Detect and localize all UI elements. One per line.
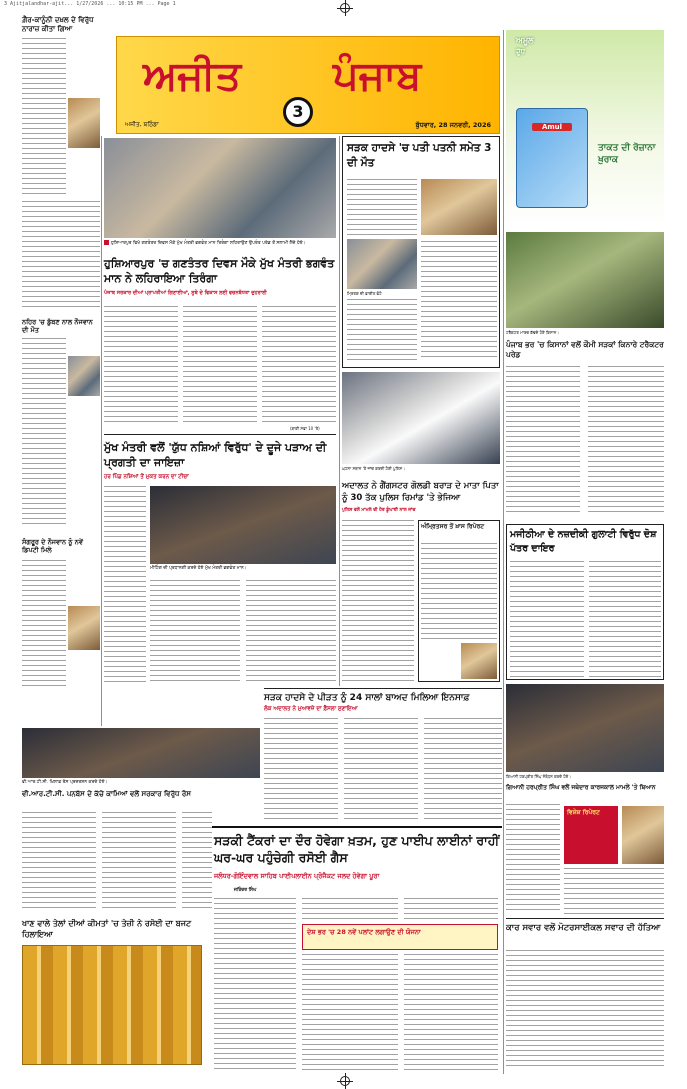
protest-text-col3 xyxy=(182,812,212,912)
masthead-right-word: ਪੰਜਾਬ xyxy=(333,52,422,99)
road-accident-photo-victim xyxy=(347,239,417,289)
drug-campaign-headline: ਮੁੱਖ ਮੰਤਰੀ ਵਲੋਂ 'ਯੁੱਧ ਨਸ਼ਿਆਂ ਵਿਰੁੱਧ' ਦੇ ਦੂਜੇ ਪੜਾਅ ਦੀ ਪ੍ਰਗਤੀ ਦਾ ਜਾਇਜ਼ਾ xyxy=(104,441,327,469)
protest-headline: ਵੀ.ਆਰ.ਟੀ.ਸੀ. ਪਨਬੱਸ ਦੇ ਕੱਚੇ ਕਾਮਿਆਂ ਵਲੋਂ ਸਰਕਾਰ ਵਿਰੁੱਧ ਰੋਸ xyxy=(22,790,191,798)
police-scene-caption: ਘਟਨਾ ਸਥਾਨ 'ਤੇ ਜਾਂਚ ਕਰਦੀ ਹੋਈ ਪੁਲਿਸ। xyxy=(342,466,405,471)
protest-text-col1 xyxy=(22,812,96,912)
road-accident-text-col2 xyxy=(421,241,497,361)
left-story1-headline: ਗ਼ੈਰ-ਕਾਨੂੰਨੀ ਦਖ਼ਲ ਦੇ ਵਿਰੁੱਧ ਨਾਰਾਜ਼ ਕੀਤਾ ਗਿਆ xyxy=(22,16,94,33)
farmers-caption: ਟਰੈਕਟਰ ਮਾਰਚ ਕੱਢਦੇ ਹੋਏ ਕਿਸਾਨ। xyxy=(506,330,559,335)
left-story2-text xyxy=(22,338,66,528)
farmers-tractor-photo xyxy=(506,232,664,328)
gas-pipeline-text-col1 xyxy=(214,898,296,1072)
republic-day-caption: ਹੁਸ਼ਿਆਰਪੁਰ ਵਿਖੇ ਗਣਤੰਤਰ ਦਿਵਸ ਮੌਕੇ ਮੁੱਖ ਮੰਤਰੀ ਭਗਵੰਤ ਮਾਨ ਤਿਰੰਗਾ ਲਹਿਰਾਉਣ ਉਪਰੰਤ ਪਰੇਡ ਤੋਂ ਸਲਾਮੀ ਲੈਂਦੇ ਹੋਏ। xyxy=(104,240,336,247)
gas-pipeline-byline: ਜਤਿੰਦਰ ਸਿੰਘ xyxy=(234,888,257,893)
amul-ad-tagline: ਤਾਕਤ ਦੀ ਰੋਜ਼ਾਨਾ ਖ਼ੁਰਾਕ xyxy=(598,143,656,165)
giani-text-col1 xyxy=(506,804,560,914)
print-metadata: 3 Ajitjalandhar-ajit... 1/27/2026 ... 10:15 PM ... Page 1 xyxy=(4,1,176,7)
road-accident-photo-couple xyxy=(421,179,497,235)
giani-highlight-title: ਵਿਸ਼ੇਸ਼ ਰਿਪੋਰਟ xyxy=(567,809,600,816)
giani-caption: ਗਿਆਨੀ ਹਰਪ੍ਰੀਤ ਸਿੰਘ ਸੰਬੋਧਨ ਕਰਦੇ ਹੋਏ। xyxy=(506,774,572,779)
protest-photo-caption: ਵੀ.ਆਰ.ਟੀ.ਸੀ. ਖ਼ਿਲਾਫ਼ ਰੋਸ ਪ੍ਰਦਰਸ਼ਨ ਕਰਦੇ ਹੋਏ। xyxy=(22,780,108,785)
left-story3-text xyxy=(22,560,66,690)
drug-campaign-text-col3 xyxy=(246,580,336,684)
gas-pipeline-story xyxy=(212,826,502,1074)
drug-campaign-caption: ਮੀਟਿੰਗ ਦੀ ਪ੍ਰਧਾਨਗੀ ਕਰਦੇ ਹੋਏ ਮੁੱਖ ਮੰਤਰੀ ਭਗਵੰਤ ਮਾਨ। xyxy=(150,566,247,571)
car-rider-text xyxy=(506,950,664,1068)
gas-pipeline-subhead: ਜਲੰਧਰ-ਗੋਇੰਦਵਾਲ ਸਾਹਿਬ ਪਾਈਪਲਾਈਨ ਪ੍ਰੋਜੈਕਟ ਜਲਦ ਹੋਵੇਗਾ ਪੂਰਾ xyxy=(214,872,380,880)
left-story1-portrait xyxy=(68,98,100,148)
gas-pipeline-headline: ਸੜਕੀ ਟੈਂਕਰਾਂ ਦਾ ਦੌਰ ਹੋਵੇਗਾ ਖ਼ਤਮ, ਹੁਣ ਪਾਈਪ ਲਾਈਨਾਂ ਰਾਹੀਂ ਘਰ-ਘਰ ਪਹੁੰਚੇਗੀ ਰਸੋਈ ਗੈਸ xyxy=(214,833,500,865)
drug-campaign-photo xyxy=(150,486,336,564)
giani-highlight-box xyxy=(564,806,618,864)
giani-photo xyxy=(506,684,664,772)
amul-ad xyxy=(506,30,664,226)
amul-pack-label: Amul xyxy=(532,123,572,131)
amul-ad-product: ਦੁੱਧ xyxy=(516,48,526,56)
oil-bottles-photo xyxy=(22,945,202,1065)
masthead-edition: ਅਜੀਤ, ਬਠਿੰਡਾ xyxy=(125,121,159,128)
drug-campaign-subhead: ਹਰ ਪਿੰਡ ਨਸ਼ਿਆਂ ਤੋਂ ਮੁਕਤ ਕਰਨ ਦਾ ਟੀਚਾ xyxy=(104,474,189,480)
goldy-brar-subhead: ਪੁਲਿਸ ਵਲੋਂ ਮਾਮਲੇ ਦੀ ਹੋਰ ਡੂੰਘਾਈ ਨਾਲ ਜਾਂਚ xyxy=(342,508,416,513)
left-story2-headline: ਨਹਿਰ 'ਚ ਡੁੱਬਣ ਨਾਲ ਨੌਜਵਾਨ ਦੀ ਮੌਤ xyxy=(22,318,93,334)
republic-day-photo xyxy=(104,138,336,238)
road-accident-box xyxy=(342,136,500,368)
goldy-brar-text-col1 xyxy=(342,520,414,682)
column-rule-1 xyxy=(101,136,102,726)
gas-pipeline-text-col3a xyxy=(404,898,498,920)
drug-campaign-text-col2 xyxy=(150,580,240,684)
left-story3-headline: ਸੰਗਰੂਰ ਦੇ ਨੌਜਵਾਨ ਨੂੰ ਨਵੇਂ ਡਿਪਟੀ ਮਿਲੇ xyxy=(22,538,83,554)
oil-headline: ਖਾਣ ਵਾਲੇ ਤੇਲਾਂ ਦੀਆਂ ਕੀਮਤਾਂ 'ਚ ਤੇਜ਼ੀ ਨੇ ਰਸੋਈ ਦਾ ਬਜਟ ਹਿਲਾਇਆ xyxy=(22,919,192,939)
center-mid-rule xyxy=(104,434,336,435)
road-accident-text-col3 xyxy=(347,299,417,361)
justice-text-col1 xyxy=(264,718,338,822)
gas-pipeline-text-col2a xyxy=(302,898,398,920)
gas-pipeline-highlight xyxy=(302,924,498,950)
gas-pipeline-text-col3b xyxy=(404,954,498,1072)
justice-text-col3 xyxy=(424,718,502,822)
amritsar-box-headline: ਅੰਮ੍ਰਿਤਸਰ ਤੋਂ ਖ਼ਾਸ ਰਿਪੋਰਟ xyxy=(421,523,485,530)
road-accident-caption1: ਮ੍ਰਿਤਕ ਦੀ ਫ਼ਾਈਲ ਫੋਟੋ xyxy=(347,291,382,296)
amul-ad-brand: ਅਮੂਲ xyxy=(516,36,534,45)
majithia-box xyxy=(506,524,664,680)
protest-text-col2 xyxy=(102,812,176,912)
column-rule-2 xyxy=(339,136,340,686)
road-accident-headline: ਸੜਕ ਹਾਦਸੇ 'ਚ ਪਤੀ ਪਤਨੀ ਸਮੇਤ 3 ਦੀ ਮੌਤ xyxy=(347,142,492,169)
justice-subhead: ਲੋਕ ਅਦਾਲਤ ਨੇ ਮੁਆਵਜ਼ੇ ਦਾ ਫ਼ੈਸਲਾ ਸੁਣਾਇਆ xyxy=(264,706,358,712)
goldy-brar-headline: ਅਦਾਲਤ ਨੇ ਗੈਂਗਸਟਰ ਗੋਲਡੀ ਬਰਾੜ ਦੇ ਮਾਤਾ ਪਿਤਾ ਨੂੰ 30 ਤੱਕ ਪੁਲਿਸ ਰਿਮਾਂਡ 'ਤੇ ਭੇਜਿਆ xyxy=(342,481,499,503)
justice-text-col2 xyxy=(344,718,418,822)
farmers-text-col2 xyxy=(588,366,664,516)
republic-day-text-col1 xyxy=(104,306,178,424)
masthead-date: ਬੁੱਧਵਾਰ, 28 ਜਨਵਰੀ, 2026 xyxy=(415,121,491,129)
amritsar-box-portrait xyxy=(461,643,497,679)
amul-milk-pack xyxy=(516,108,588,208)
car-rider-headline: ਕਾਰ ਸਵਾਰ ਵਲੋਂ ਮੋਟਰਸਾਈਕਲ ਸਵਾਰ ਦੀ ਹੱਤਿਆ xyxy=(506,923,661,933)
car-story-rule xyxy=(506,918,664,919)
masthead xyxy=(116,36,500,134)
column-rule-3 xyxy=(503,30,504,1074)
masthead-left-word: ਅਜੀਤ xyxy=(143,52,242,99)
drug-campaign-text-col1 xyxy=(104,486,146,686)
registration-mark-bottom xyxy=(340,1076,350,1086)
lower-band-rule xyxy=(264,688,502,689)
protest-photo xyxy=(22,728,260,778)
republic-day-text-col3 xyxy=(262,306,336,424)
majithia-text-col1 xyxy=(510,561,584,677)
registration-mark-top xyxy=(340,3,350,13)
left-story2-portrait xyxy=(68,356,100,396)
road-accident-text-col1 xyxy=(347,179,417,235)
giani-text-col2 xyxy=(564,868,664,914)
farmers-text-col1 xyxy=(506,366,580,516)
gas-pipeline-text-col2b xyxy=(302,954,398,1072)
giani-headline: ਗਿਆਨੀ ਹਰਪ੍ਰੀਤ ਸਿੰਘ ਵਲੋਂ ਜਥੇਦਾਰ ਕਾਰਜਕਾਲ ਮਾਮਲੇ 'ਤੇ ਬਿਆਨ xyxy=(506,784,656,791)
police-scene-photo xyxy=(342,372,500,464)
republic-day-headline: ਹੁਸ਼ਿਆਰਪੁਰ 'ਚ ਗਣਤੰਤਰ ਦਿਵਸ ਮੌਕੇ ਮੁੱਖ ਮੰਤਰੀ ਭਗਵੰਤ ਮਾਨ ਨੇ ਲਹਿਰਾਇਆ ਤਿਰੰਗਾ xyxy=(104,257,335,285)
page-number-badge: 3 xyxy=(283,97,313,127)
republic-day-subhead: ਪੰਜਾਬ ਸਰਕਾਰ ਦੀਆਂ ਪ੍ਰਾਪਤੀਆਂ ਗਿਣਾਈਆਂ, ਸੂਬੇ ਦੇ ਵਿਕਾਸ ਲਈ ਵਚਨਬੱਧਤਾ ਦੁਹਰਾਈ xyxy=(104,290,267,296)
left-story3-portrait xyxy=(68,606,100,650)
giani-portrait xyxy=(622,806,664,864)
amritsar-box-text xyxy=(421,543,497,639)
farmers-headline: ਪੰਜਾਬ ਭਰ 'ਚ ਕਿਸਾਨਾਂ ਵਲੋਂ ਕੌਮੀ ਸੜਕਾਂ ਕਿਨਾਰੇ ਟਰੈਕਟਰ ਪਰੇਡ xyxy=(506,340,664,359)
left-story1-text-cont xyxy=(22,201,100,311)
republic-day-text-col2 xyxy=(183,306,257,424)
majithia-text-col2 xyxy=(589,561,661,677)
republic-day-continued: (ਬਾਕੀ ਸਫ਼ਾ 10 'ਤੇ) xyxy=(290,426,320,431)
majithia-headline: ਮਜੀਠੀਆ ਦੇ ਨਜ਼ਦੀਕੀ ਗੁਲਾਟੀ ਵਿਰੁੱਧ ਦੋਸ਼ ਪੱਤਰ ਦਾਇਰ xyxy=(510,529,657,554)
justice-headline: ਸੜਕ ਹਾਦਸੇ ਦੇ ਪੀੜਤ ਨੂੰ 24 ਸਾਲਾਂ ਬਾਅਦ ਮਿਲਿਆ ਇਨਸਾਫ਼ xyxy=(264,693,470,703)
amritsar-box xyxy=(418,520,500,682)
gas-pipeline-highlight-text: ਦੇਸ਼ ਭਰ 'ਚ 28 ਨਵੇਂ ਪਲਾਂਟ ਲਗਾਉਣ ਦੀ ਯੋਜਨਾ xyxy=(307,928,421,936)
left-story1-text xyxy=(22,38,66,198)
